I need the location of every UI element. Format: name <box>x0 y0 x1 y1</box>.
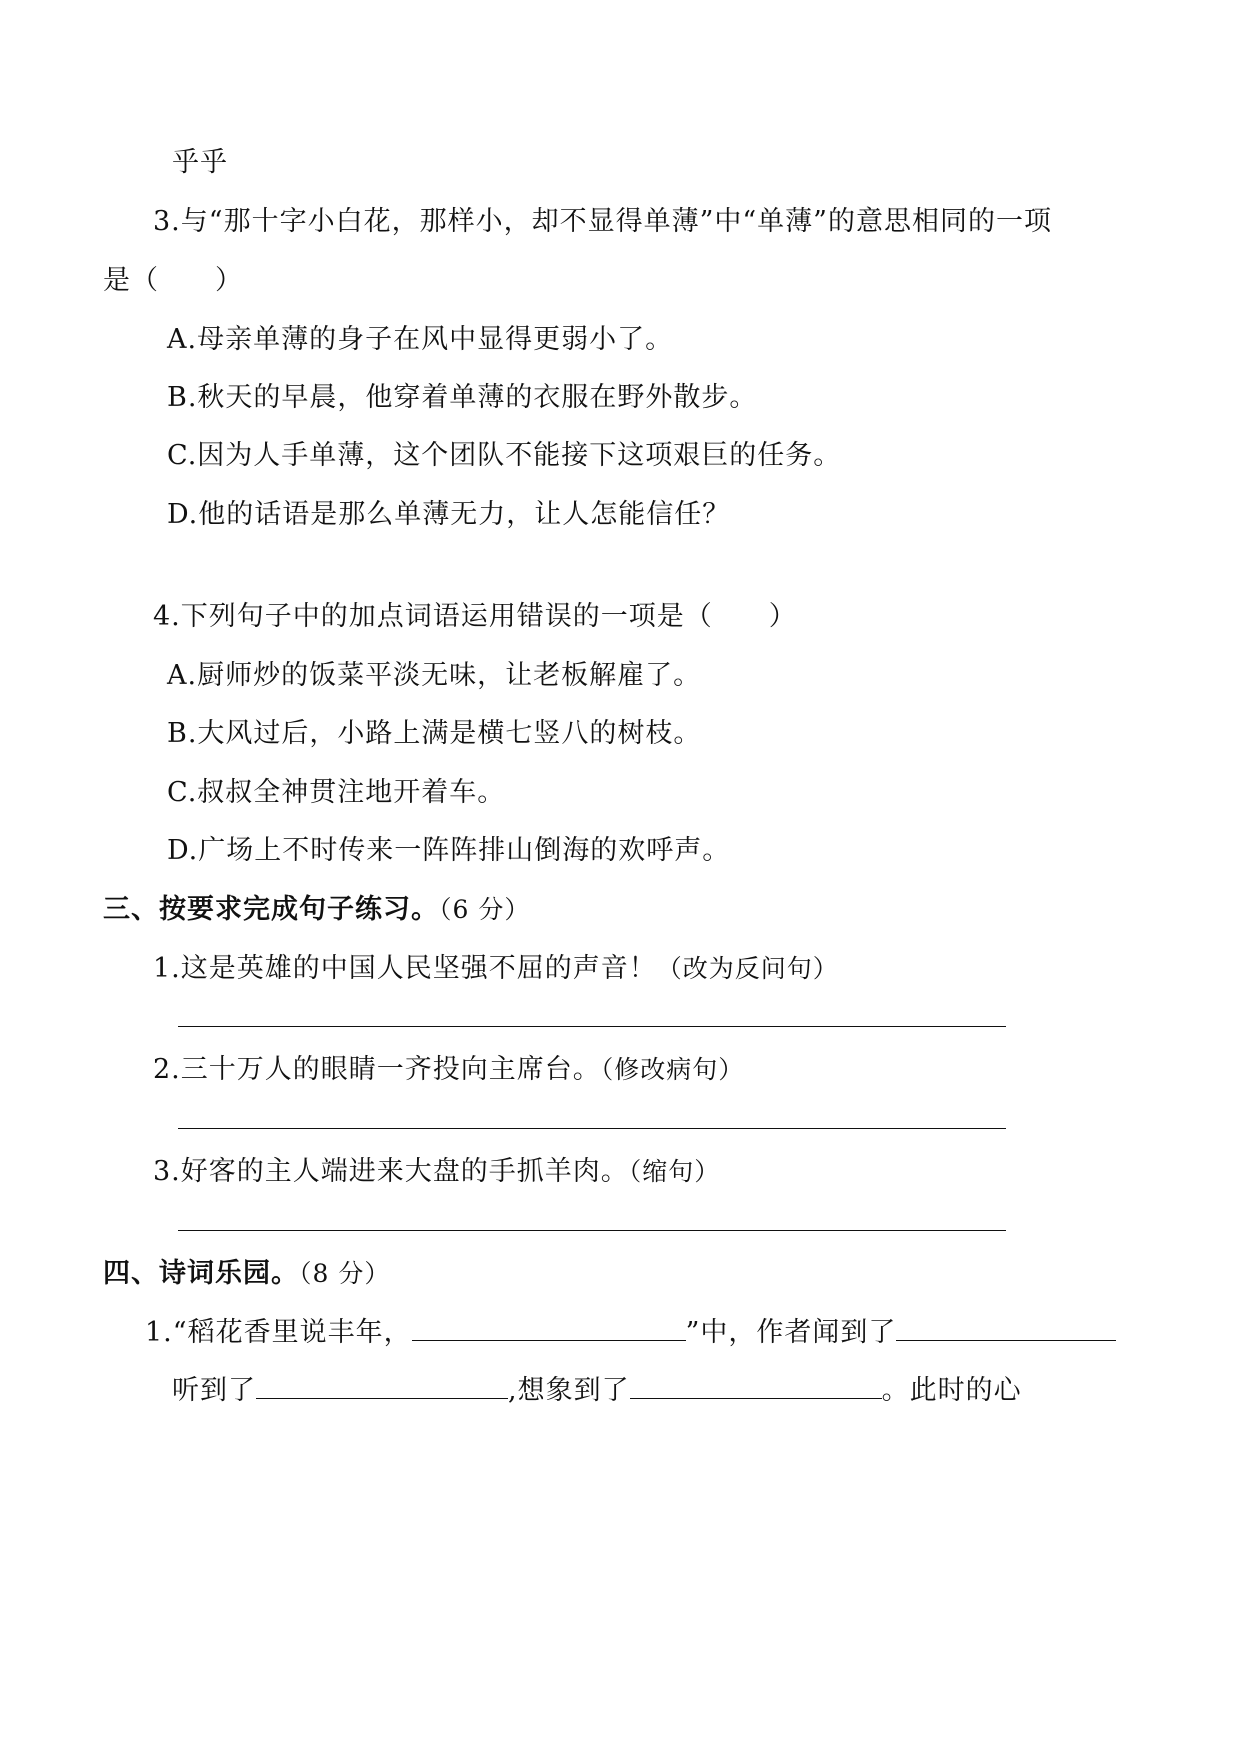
sentence-item-1-hint: （改为反问句） <box>656 954 839 983</box>
sentence-item-1-text: 1.这是英雄的中国人民坚强不屈的声音！ <box>153 953 657 984</box>
top-fragment: 乎乎 <box>172 147 228 178</box>
poem-q1-line1 <box>145 1316 1116 1350</box>
q4-option-b: B.大风过后，小路上满是横七竖八的树枝。 <box>167 718 702 749</box>
q3-option-a: A.母亲单薄的身子在风中显得更弱小了。 <box>167 324 674 355</box>
q3-option-c: C.因为人手单薄，这个团队不能接下这项艰巨的任务。 <box>167 440 842 471</box>
poem-blank-1[interactable] <box>412 1316 686 1341</box>
q3-stem-line2: 是（ ） <box>103 265 243 296</box>
poem-q1-line2-part2: ,想象到了 <box>508 1375 630 1406</box>
sentence-item-3-text: 3.好客的主人端进来大盘的手抓羊肉。 <box>153 1156 629 1187</box>
answer-line-2[interactable] <box>178 1128 1006 1129</box>
q3-option-b: B.秋天的早晨，他穿着单薄的衣服在野外散步。 <box>167 382 758 413</box>
q4-option-d: D.广场上不时传来一阵阵排山倒海的欢呼声。 <box>167 835 731 866</box>
sentence-item-2-text: 2.三十万人的眼睛一齐投向主席台。 <box>153 1054 601 1085</box>
poem-blank-4[interactable] <box>630 1374 882 1399</box>
sentence-item-2 <box>153 1053 744 1087</box>
poem-q1-line2 <box>172 1374 1022 1408</box>
poem-q1-line2-part3: 。此时的心 <box>881 1375 1022 1406</box>
poem-q1-part1: 1.“稻花香里说丰年， <box>145 1317 412 1348</box>
q4-option-a: A.厨师炒的饭菜平淡无味，让老板解雇了。 <box>167 660 702 691</box>
section4-title: 四、诗词乐园。 <box>103 1258 299 1289</box>
section4-score: （8 分） <box>299 1259 391 1288</box>
section4-heading <box>103 1257 390 1291</box>
sentence-item-3-hint: （缩句） <box>628 1157 721 1186</box>
q4-stem: 4.下列句子中的加点词语运用错误的一项是（ ） <box>153 601 797 632</box>
q3-stem-line1: 3.与“那十字小白花，那样小，却不显得单薄”中“单薄”的意思相同的一项 <box>153 206 1052 237</box>
q4-option-c: C.叔叔全神贯注地开着车。 <box>167 777 506 808</box>
answer-line-3[interactable] <box>178 1230 1006 1231</box>
sentence-item-1 <box>153 952 839 986</box>
answer-line-1[interactable] <box>178 1026 1006 1027</box>
poem-q1-part2: ”中，作者闻到了 <box>685 1317 897 1348</box>
poem-q1-line2-part1: 听到了 <box>172 1375 256 1406</box>
section3-heading <box>103 893 530 927</box>
section3-score: （6 分） <box>439 895 531 924</box>
sentence-item-3 <box>153 1155 720 1189</box>
sentence-item-2-hint: （修改病句） <box>600 1055 745 1084</box>
poem-blank-2[interactable] <box>896 1316 1116 1341</box>
poem-blank-3[interactable] <box>256 1374 508 1399</box>
q3-option-d: D.他的话语是那么单薄无力，让人怎能信任？ <box>167 499 731 530</box>
section3-title: 三、按要求完成句子练习。 <box>103 894 439 925</box>
